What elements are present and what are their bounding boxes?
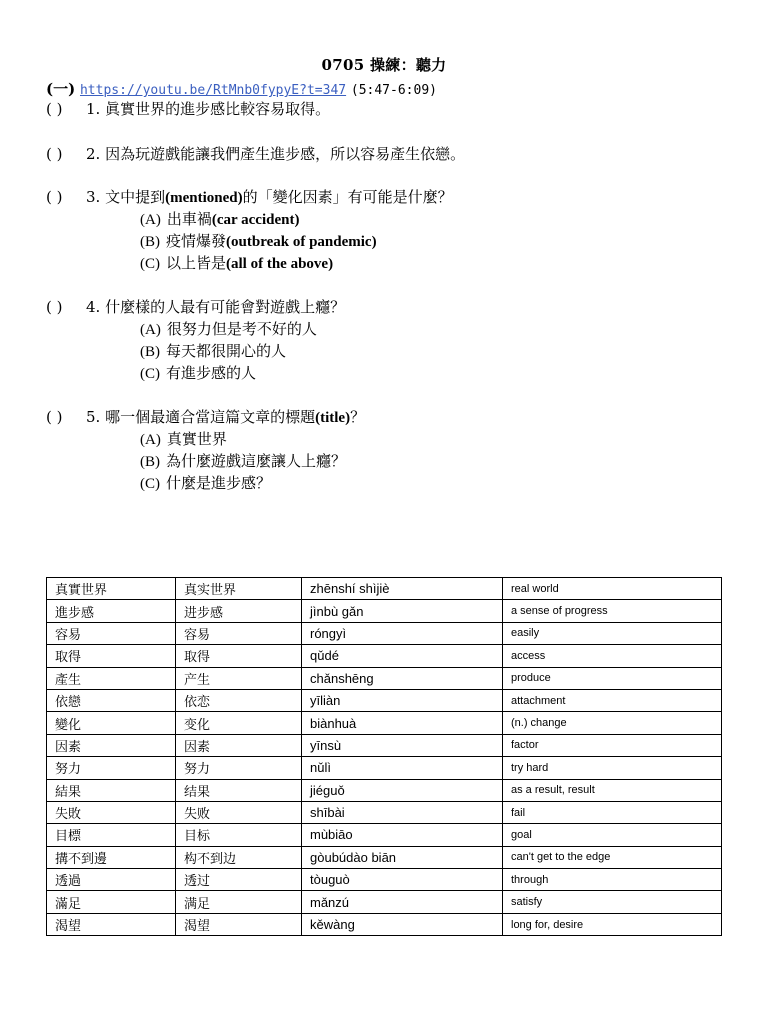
pinyin-cell: shībài	[302, 801, 503, 823]
pinyin-cell: yīnsù	[302, 734, 503, 756]
q3-option-c[interactable]	[140, 252, 333, 273]
table-row	[47, 846, 722, 868]
question-text: 2. 因為玩遊戲能讓我們產生進步感，所以容易產生依戀。	[86, 145, 466, 163]
video-time-range: (5:47-6:09)	[350, 83, 437, 98]
video-link[interactable]: https://youtu.be/RtMnb0fypyE?t=347	[79, 83, 347, 98]
simplified-cell: 结果	[176, 779, 302, 801]
option-letter: (C)	[140, 476, 160, 492]
english-cell: through	[503, 869, 722, 891]
traditional-cell: 變化	[47, 712, 176, 734]
table-row	[47, 734, 722, 756]
table-row	[47, 645, 722, 667]
english-cell: attachment	[503, 689, 722, 711]
traditional-cell: 依戀	[47, 689, 176, 711]
english-cell: as a result, result	[503, 779, 722, 801]
traditional-cell: 滿足	[47, 891, 176, 913]
simplified-cell: 取得	[176, 645, 302, 667]
simplified-cell: 因素	[176, 734, 302, 756]
table-row	[47, 712, 722, 734]
simplified-cell: 产生	[176, 667, 302, 689]
traditional-cell: 渴望	[47, 913, 176, 935]
q5-option-b[interactable]	[140, 450, 346, 471]
option-text: 為什麼遊戲這麼讓人上癮？	[166, 452, 347, 470]
traditional-cell: 取得	[47, 645, 176, 667]
question-text: 3. 文中提到	[86, 188, 166, 206]
simplified-cell: 真实世界	[176, 578, 302, 600]
pinyin-cell: tòuguò	[302, 869, 503, 891]
question-text: 1. 眞實世界的進步感比較容易取得。	[86, 100, 331, 118]
table-row	[47, 824, 722, 846]
english-cell: real world	[503, 578, 722, 600]
option-letter: (B)	[140, 454, 160, 470]
answer-blank[interactable]: ( )	[46, 145, 63, 163]
simplified-cell: 构不到边	[176, 846, 302, 868]
pinyin-cell: kěwàng	[302, 913, 503, 935]
traditional-cell: 失敗	[47, 801, 176, 823]
traditional-cell: 透過	[47, 869, 176, 891]
option-text: 有進步感的人	[166, 364, 257, 382]
q5-option-a[interactable]	[140, 428, 227, 449]
english-cell: (n.) change	[503, 712, 722, 734]
question-4	[46, 296, 345, 317]
english-cell: long for, desire	[503, 913, 722, 935]
table-row	[47, 667, 722, 689]
table-row	[47, 578, 722, 600]
pinyin-cell: yīliàn	[302, 689, 503, 711]
table-row	[47, 801, 722, 823]
q5-option-c[interactable]	[140, 472, 271, 493]
option-letter: (B)	[140, 344, 160, 360]
pinyin-cell: gòubúdào biān	[302, 846, 503, 868]
answer-blank[interactable]: ( )	[46, 408, 63, 426]
q3-option-a[interactable]	[140, 208, 299, 229]
q4-option-b[interactable]	[140, 340, 286, 361]
english-cell: produce	[503, 667, 722, 689]
option-text: 疫情爆發	[166, 232, 227, 250]
option-letter: (A)	[140, 212, 161, 228]
english-cell: easily	[503, 622, 722, 644]
english-cell: access	[503, 645, 722, 667]
option-letter: (C)	[140, 256, 160, 272]
option-letter: (B)	[140, 234, 160, 250]
q4-option-a[interactable]	[140, 318, 317, 339]
table-row	[47, 689, 722, 711]
traditional-cell: 容易	[47, 622, 176, 644]
question-2	[46, 143, 465, 164]
traditional-cell: 產生	[47, 667, 176, 689]
simplified-cell: 依恋	[176, 689, 302, 711]
pinyin-cell: nǔlì	[302, 757, 503, 779]
simplified-cell: 渴望	[176, 913, 302, 935]
table-row	[47, 869, 722, 891]
question-1	[46, 98, 330, 119]
simplified-cell: 进步感	[176, 600, 302, 622]
option-text: 什麼是進步感？	[166, 474, 272, 492]
simplified-cell: 目标	[176, 824, 302, 846]
answer-blank[interactable]: ( )	[46, 188, 63, 206]
question-english: (title)	[315, 410, 351, 426]
english-cell: a sense of progress	[503, 600, 722, 622]
english-cell: goal	[503, 824, 722, 846]
table-row	[47, 913, 722, 935]
pinyin-cell: qǔdé	[302, 645, 503, 667]
section-label: (一)	[46, 80, 76, 98]
option-english: (car accident)	[211, 212, 300, 228]
table-row	[47, 600, 722, 622]
table-row	[47, 757, 722, 779]
answer-blank[interactable]: ( )	[46, 298, 63, 316]
question-5	[46, 406, 365, 427]
traditional-cell: 進步感	[47, 600, 176, 622]
q4-option-c[interactable]	[140, 362, 256, 383]
option-text: 真實世界	[166, 430, 227, 448]
traditional-cell: 目標	[47, 824, 176, 846]
worksheet-title: 0705 操練：聽力	[321, 56, 447, 74]
simplified-cell: 变化	[176, 712, 302, 734]
q3-option-b[interactable]	[140, 230, 377, 251]
option-text: 每天都很開心的人	[166, 342, 287, 360]
question-english: (mentioned)	[165, 190, 243, 206]
pinyin-cell: mùbiāo	[302, 824, 503, 846]
option-english: (all of the above)	[226, 256, 334, 272]
question-3	[46, 186, 453, 207]
question-text: 的「變化因素」有可能是什麼？	[242, 188, 453, 206]
option-letter: (A)	[140, 322, 161, 338]
pinyin-cell: jiéguǒ	[302, 779, 503, 801]
option-text: 以上皆是	[166, 254, 227, 272]
option-text: 出車禍	[166, 210, 212, 228]
table-row	[47, 891, 722, 913]
english-cell: factor	[503, 734, 722, 756]
option-letter: (C)	[140, 366, 160, 382]
simplified-cell: 失败	[176, 801, 302, 823]
traditional-cell: 因素	[47, 734, 176, 756]
traditional-cell: 努力	[47, 757, 176, 779]
pinyin-cell: zhēnshí shìjiè	[302, 578, 503, 600]
english-cell: satisfy	[503, 891, 722, 913]
question-text: 5. 哪一個最適合當這篇文章的標題	[86, 408, 316, 426]
traditional-cell: 真實世界	[47, 578, 176, 600]
question-text: ？	[350, 408, 366, 426]
traditional-cell: 結果	[47, 779, 176, 801]
traditional-cell: 搆不到邊	[47, 846, 176, 868]
english-cell: fail	[503, 801, 722, 823]
option-text: 很努力但是考不好的人	[166, 320, 317, 338]
english-cell: try hard	[503, 757, 722, 779]
section-header	[46, 78, 437, 99]
simplified-cell: 透过	[176, 869, 302, 891]
pinyin-cell: jìnbù gǎn	[302, 600, 503, 622]
pinyin-cell: mǎnzú	[302, 891, 503, 913]
question-text: 4. 什麼樣的人最有可能會對遊戲上癮？	[86, 298, 346, 316]
vocabulary-table	[46, 577, 722, 936]
simplified-cell: 努力	[176, 757, 302, 779]
answer-blank[interactable]: ( )	[46, 100, 63, 118]
table-row	[47, 779, 722, 801]
option-english: (outbreak of pandemic)	[226, 234, 377, 250]
pinyin-cell: chǎnshēng	[302, 667, 503, 689]
simplified-cell: 容易	[176, 622, 302, 644]
table-row	[47, 622, 722, 644]
simplified-cell: 满足	[176, 891, 302, 913]
english-cell: can't get to the edge	[503, 846, 722, 868]
pinyin-cell: róngyì	[302, 622, 503, 644]
option-letter: (A)	[140, 432, 161, 448]
pinyin-cell: biànhuà	[302, 712, 503, 734]
